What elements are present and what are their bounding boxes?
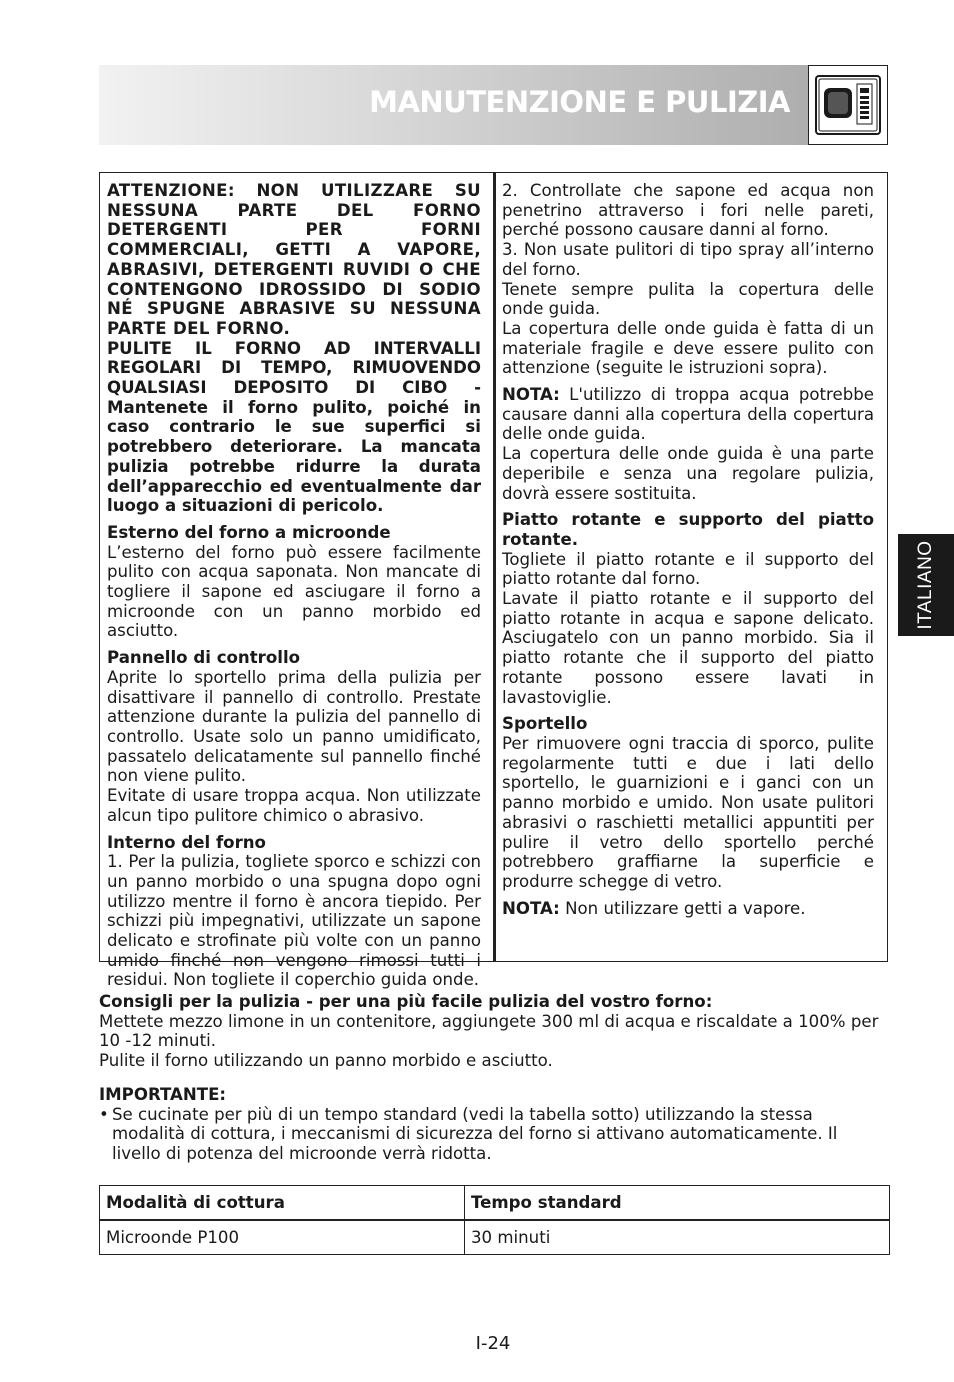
- table-header-row: [100, 1186, 890, 1221]
- language-tab: [898, 534, 954, 636]
- table-header-cell: Modalità di cottura: [100, 1186, 465, 1221]
- page-number: I-24: [475, 1333, 511, 1354]
- page-title: MANUTENZIONE E PULIZIA: [369, 85, 790, 119]
- warning-regular-cleaning: PULITE IL FORNO AD INTERVALLI REGOLARI DI TEMPO, RIMUOVENDO QUALSIASI DEPOSITO DI CIBO - Mantenete il forno pulito, poiché in caso contrario le sue superfici si potrebbero deteriorare. La mancata pulizia potrebbe ridurre la durata dell’apparecchio ed eventualmente dar luogo a situazioni di pericolo.: [107, 338, 481, 516]
- table-cell: Microonde P100: [100, 1220, 465, 1255]
- table-cell: 30 minuti: [465, 1220, 890, 1255]
- language-tab-label: ITALIANO: [915, 540, 936, 630]
- column-divider: [493, 173, 496, 961]
- warning-commercial-cleaners: ATTENZIONE: NON UTILIZZARE SU NESSUNA PARTE DEL FORNO DETERGENTI PER FORNI COMMERCIALI, GETTI A VAPORE, ABRASIVI, DETERGENTI RUVIDI O CHE CONTENGONO IDROSSIDO DI SODIO NÉ SPUGNE ABRASIVE SU NESSUNA PARTE DEL FORNO.: [107, 181, 481, 338]
- turntable-heading: Piatto rotante e supporto del piatto rotante.: [502, 510, 874, 549]
- exterior-heading: Esterno del forno a microonde: [107, 522, 391, 542]
- cleaning-tips: [99, 992, 889, 1071]
- door-text: Per rimuovere ogni traccia di sporco, pulite regolarmente tutti e due i lati dello sportello, le guarnizioni e i ganci con un panno morbido e umido. Non usate pulitori abrasivi o raschietti metallici appuntiti per pulire il vetro dello sportello perché potrebbero graffiarne la superficie e produrre schegge di vetro.: [502, 733, 874, 891]
- note-steam: NOTA: Non utilizzare getti a vapore.: [502, 898, 806, 918]
- standard-time-table: [99, 1185, 890, 1255]
- waveguide-cover-material-text: La copertura delle onde guida è fatta di un materiale fragile e deve essere pulito con attenzione (seguite le istruzioni sopra).: [502, 318, 874, 378]
- turntable-wash-text: Lavate il piatto rotante e il supporto del piatto rotante in acqua e sapone delicato. Asciugatelo con un panno morbido. Sia il piatto rotante che il supporto del piatto rotante possono essere lavati in lavastoviglie.: [502, 589, 874, 707]
- waveguide-cover-replace-text: La copertura delle onde guida è una parte deperibile e senza una regolare pulizia, dovrà essere sostituita.: [502, 444, 874, 503]
- waveguide-cover-text: Tenete sempre pulita la copertura delle onde guida.: [502, 279, 874, 319]
- table-row: [100, 1220, 890, 1255]
- note-water: NOTA: L'utilizzo di troppa acqua potrebbe causare danni alla copertura della copertura delle onde guida.: [502, 385, 874, 444]
- interior-item-3: 3. Non usate pulitori di tipo spray all’interno del forno.: [502, 240, 874, 279]
- important-text: Se cucinate per più di un tempo standard (vedi la tabella sotto) utilizzando la stessa modalità di cottura, i meccanismi di sicurezza del forno si attivano automaticamente. Il livello di potenza del microonde verrà ridotta.: [112, 1104, 838, 1164]
- turntable-text: Togliete il piatto rotante e il supporto del piatto rotante dal forno.: [502, 549, 874, 589]
- control-panel-text: Aprite lo sportello prima della pulizia per disattivare il pannello di controllo. Prestate attenzione durante la pulizia del pannello di controllo. Usate solo un panno umidificato, passatelo delicatamente sul pannello finché non viene pulito.: [107, 667, 481, 786]
- tips-heading: Consigli per la pulizia - per una più facile pulizia del vostro forno:: [99, 992, 713, 1011]
- content-box: [99, 172, 888, 990]
- page-header: [99, 65, 888, 145]
- exterior-text: L’esterno del forno può essere facilmente pulito con acqua saponata. Non mancate di togliere il sapone ed asciugare il forno a microonde con un panno morbido ed asciutto.: [107, 542, 481, 641]
- table-header-cell: Tempo standard: [465, 1186, 890, 1221]
- important-bullet-item: [99, 1105, 889, 1164]
- tips-text: Mettete mezzo limone in un contenitore, aggiungete 300 ml di acqua e riscaldate a 100% per 10 -12 minuti.: [99, 1011, 879, 1051]
- control-panel-water-text: Evitate di usare troppa acqua. Non utilizzate alcun tipo pulitore chimico o abrasivo.: [107, 786, 481, 825]
- important-heading: IMPORTANTE:: [99, 1085, 227, 1104]
- left-column: [107, 181, 481, 990]
- door-heading: Sportello: [502, 714, 588, 734]
- bullet-icon: •: [99, 1104, 109, 1124]
- tips-cloth-text: Pulite il forno utilizzando un panno morbido e asciutto.: [99, 1051, 553, 1071]
- microwave-oven-icon: [808, 65, 888, 145]
- right-column: [502, 181, 874, 918]
- interior-item-2: 2. Controllate che sapone ed acqua non penetrino attraverso i fori nelle pareti, perché possono causare danni al forno.: [502, 181, 874, 240]
- interior-heading: Interno del forno: [107, 832, 266, 852]
- interior-text: 1. Per la pulizia, togliete sporco e schizzi con un panno morbido o una spugna dopo ogni utilizzo mentre il forno è ancora tiepido. Per schizzi più impegnativi, utilizzate un sapone delicato e strofinate più volte con un panno umido finché non vengono rimossi tutti i residui. Non togliete il coperchio guida onde.: [107, 852, 481, 990]
- important-section: [99, 1085, 889, 1164]
- control-panel-heading: Pannello di controllo: [107, 648, 301, 668]
